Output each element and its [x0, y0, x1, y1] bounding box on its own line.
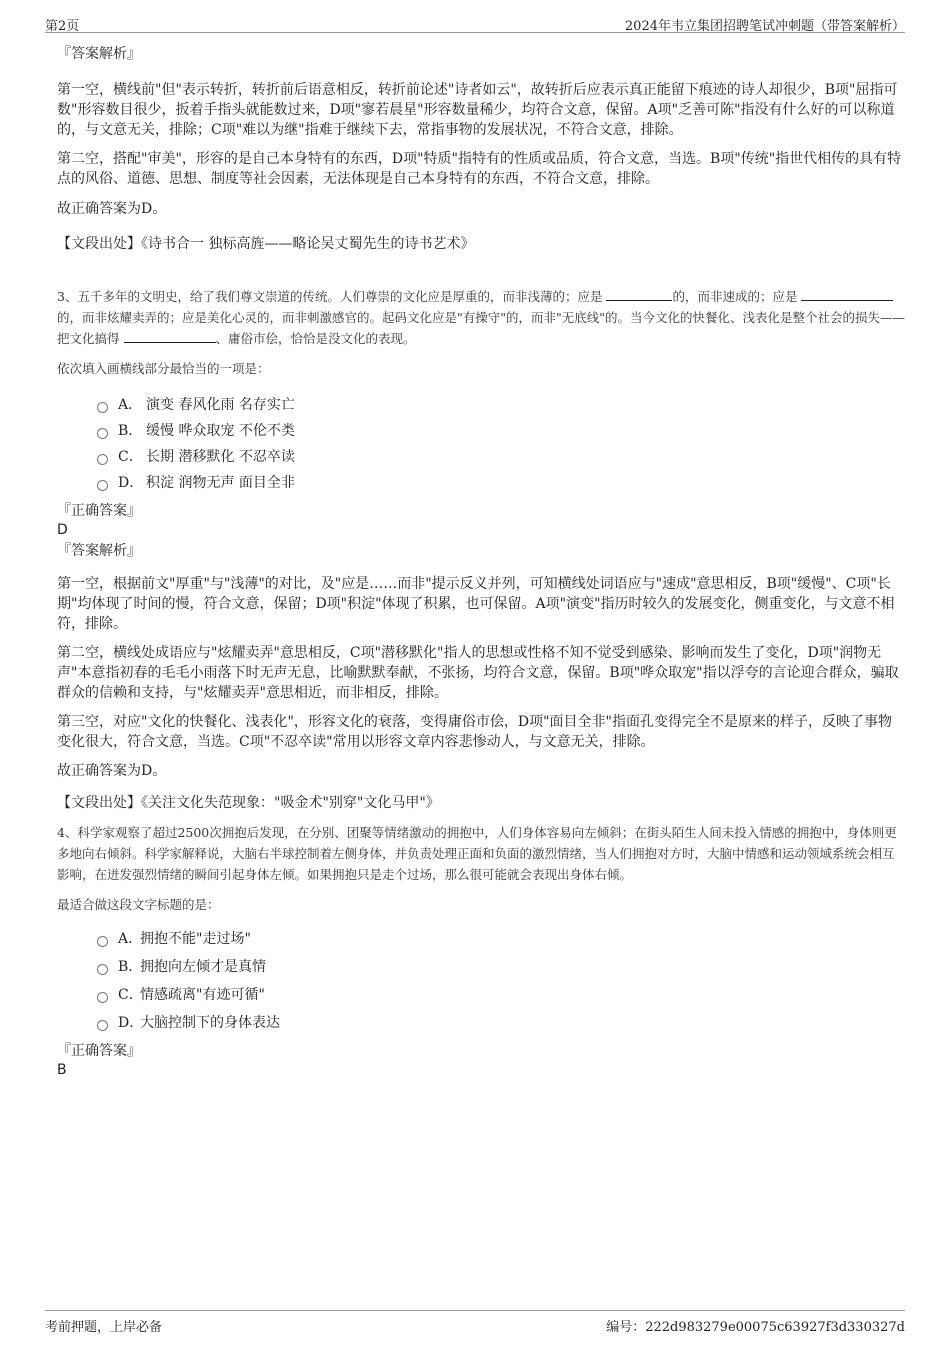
radio-icon[interactable]	[97, 992, 108, 1003]
q3-options	[57, 393, 905, 495]
page-footer	[45, 1310, 905, 1337]
q2-analysis-p2: 第二空，搭配"审美"，形容的是自己本身特有的东西，D项"特质"指特有的性质或品质，符合文意，当选。B项"传统"指世代相传的具有特点的风俗、道德、思想、制度等社会因素，无法体现是自己本身特有的东西，不符合文意，排除。	[57, 151, 902, 187]
q3-analysis-p2: 第二空，横线处成语应与"炫耀卖弄"意思相反，C项"潜移默化"指人的思想或性格不知不觉受到感染、影响而发生了变化，D项"润物无声"本意指初春的毛毛小雨落下时无声无息，比喻默默奉献，不张扬，均符合文意，保留。B项"哗众取宠"指以浮夸的言论迎合群众，骗取群众的信赖和支持，与"炫耀卖弄"意思相近，而非相反，排除。	[57, 645, 899, 701]
option-text: 情感疏离"有迹可循"	[140, 987, 265, 1003]
option-text: 拥抱向左倾才是真情	[140, 959, 266, 975]
q3-correct-answer: D	[57, 522, 68, 538]
footer-slogan: 考前押题，上岸必备	[45, 1320, 163, 1335]
q3-option-d[interactable]	[97, 471, 905, 495]
q3-stem	[57, 286, 905, 349]
q3-source: 【文段出处】《关注文化失范现象："吸金术"别穿"文化马甲"》	[57, 795, 440, 811]
q3-option-c[interactable]	[97, 445, 905, 469]
q3-analysis-p3: 第三空，对应"文化的快餐化、浅表化"，形容文化的衰落，变得庸俗市侩，D项"面目全非"指面孔变得完全不是原来的样子，反映了事物变化很大，符合文意，当选。C项"不忍卒读"常用以形容文章内容悲惨动人，与文意无关，排除。	[57, 714, 892, 750]
document-title: 2024年韦立集团招聘笔试冲刺题（带答案解析）	[624, 19, 905, 34]
q3-option-b[interactable]	[97, 419, 905, 443]
q3-analysis-label: 『答案解析』	[57, 543, 141, 559]
radio-icon[interactable]	[97, 454, 108, 465]
q4-options	[57, 927, 905, 1035]
option-text: 演变 春风化雨 名存实亡	[146, 397, 295, 413]
radio-icon[interactable]	[97, 1020, 108, 1031]
q3-blank-3	[124, 330, 216, 343]
q4-option-a[interactable]	[97, 927, 905, 951]
option-letter: D．	[118, 1015, 144, 1031]
q3-blank-2	[801, 288, 893, 301]
option-letter: C．	[118, 987, 143, 1003]
option-letter: A．	[118, 397, 143, 413]
q3-stem-part3: 的，而非炫耀卖弄的；应是美化心灵的，而非刺激感官的。起码文化应是"有操守"的，而非"无底线"的。当今文化的快餐化、浅表化是整个社会的损失——把文化搞得	[57, 310, 906, 346]
option-text: 积淀 润物无声 面目全非	[146, 475, 295, 491]
option-letter: A．	[118, 931, 143, 947]
option-text: 缓慢 哗众取宠 不伦不类	[146, 423, 295, 439]
document-body	[57, 44, 905, 1079]
document-id: 编号：222d983279e00075c63927f3d330327d	[606, 1320, 905, 1335]
q2-conclusion: 故正确答案为D。	[57, 201, 167, 217]
q3-stem-part1: 3、五千多年的文明史，给了我们尊文崇道的传统。人们尊崇的文化应是厚重的，而非浅薄的；应是	[57, 289, 603, 304]
q4-correct-label: 『正确答案』	[57, 1043, 141, 1059]
radio-icon[interactable]	[97, 936, 108, 947]
q3-analysis-p1: 第一空，根据前文"厚重"与"浅薄"的对比，及"应是……而非"提示反义并列，可知横线处词语应与"速成"意思相反，B项"缓慢"、C项"长期"均体现了时间的慢，符合文意，保留；D项"积淀"体现了积累，也可保留。A项"演变"指历时较久的发展变化，侧重变化，与文意不相符，排除。	[57, 576, 895, 632]
q4-option-d[interactable]	[97, 1011, 905, 1035]
radio-icon[interactable]	[97, 964, 108, 975]
option-letter: B．	[118, 423, 143, 439]
option-letter: B．	[118, 959, 143, 975]
option-text: 长期 潜移默化 不忍卒读	[146, 449, 295, 465]
radio-icon[interactable]	[97, 428, 108, 439]
q3-option-a[interactable]	[97, 393, 905, 417]
option-letter: D．	[118, 475, 144, 491]
q2-source: 【文段出处】《诗书合一 独标高旌——略论吴丈蜀先生的诗书艺术》	[57, 236, 475, 252]
q3-conclusion: 故正确答案为D。	[57, 763, 167, 779]
q4-prompt: 最适合做这段文字标题的是：	[57, 897, 220, 912]
q3-correct-label: 『正确答案』	[57, 503, 141, 519]
radio-icon[interactable]	[97, 480, 108, 491]
q3-stem-part2: 的，而非速成的；应是	[672, 289, 798, 304]
option-text: 拥抱不能"走过场"	[140, 931, 251, 947]
page-header	[45, 10, 905, 33]
q4-option-c[interactable]	[97, 983, 905, 1007]
q4-stem: 4、科学家观察了超过2500次拥抱后发现，在分别、团聚等情绪激动的拥抱中，人们身体容易向左倾斜；在街头陌生人间未投入情感的拥抱中，身体则更多地向右倾斜。科学家解释说，大脑右半球控制着左侧身体，并负责处理正面和负面的激烈情绪，当人们拥抱对方时，大脑中情感和运动领域系统会相互影响，在迸发强烈情绪的瞬间引起身体左倾。如果拥抱只是走个过场，那么很可能就会表现出身体右倾。	[57, 825, 897, 882]
q2-analysis-p1: 第一空，横线前"但"表示转折，转折前后语意相反，转折前论述"诗者如云"，故转折后应表示真正能留下痕迹的诗人却很少，B项"屈指可数"形容数目很少，扳着手指头就能数过来，D项"寥若晨星"形容数量稀少，均符合文意，保留。A项"乏善可陈"指没有什么好的可以称道的，与文意无关，排除；C项"难以为继"指难于继续下去，常指事物的发展状况，不符合文意，排除。	[57, 82, 898, 138]
q3-blank-1	[606, 288, 672, 301]
page-number: 第2页	[45, 19, 80, 34]
q2-analysis-label: 『答案解析』	[57, 46, 141, 62]
option-text: 大脑控制下的身体表达	[140, 1015, 280, 1031]
q3-stem-part4: 、庸俗市侩，恰恰是没文化的表现。	[215, 331, 416, 346]
q3-prompt: 依次填入画横线部分最恰当的一项是：	[57, 361, 270, 376]
option-letter: C．	[118, 449, 143, 465]
q4-correct-answer: B	[57, 1062, 67, 1078]
q4-option-b[interactable]	[97, 955, 905, 979]
radio-icon[interactable]	[97, 402, 108, 413]
